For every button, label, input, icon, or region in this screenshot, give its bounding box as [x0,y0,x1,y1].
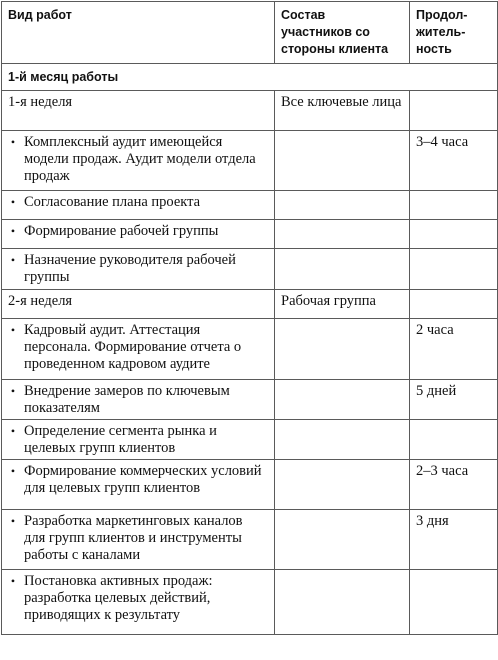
task-row [2,131,498,191]
bullet-icon: • [10,224,16,238]
participants-cell [275,220,410,249]
participants-cell [275,420,410,460]
section-row [2,64,498,91]
bullet-icon: • [10,574,16,588]
bullet-icon: • [10,514,16,528]
header-work-type: Вид работ [2,2,275,64]
task-cell [2,319,275,380]
task-row [2,570,498,635]
week-row [2,91,498,131]
bullet-icon: • [10,253,16,267]
week-row [2,290,498,319]
task-cell [2,570,275,635]
task-row [2,319,498,380]
section-title: 1-й месяц работы [2,64,498,91]
header-duration: Продол- житель- ность [410,2,498,64]
task-cell [2,460,275,510]
task-row [2,420,498,460]
header-row [2,2,498,64]
task-text: Разработка маркетинговых каналов для групп клиентов и инструменты работы с каналами [24,513,243,563]
table-body [2,91,498,635]
task-row [2,191,498,220]
task-text: Формирование рабочей группы [24,223,219,239]
header-participants: Состав участников со стороны клиента [275,2,410,64]
task-row [2,510,498,570]
week-label: 1-я неделя [2,91,275,131]
task-text: Назначение руководителя рабочей группы [24,252,236,285]
duration-cell [410,91,498,131]
participants-cell [275,460,410,510]
bullet-icon: • [10,195,16,209]
task-cell [2,249,275,290]
duration-cell [410,191,498,220]
duration-cell: 2 часа [410,319,498,380]
duration-cell: 5 дней [410,380,498,420]
duration-cell [410,420,498,460]
task-text: Кадровый аудит. Аттестация персонала. Формирование отчета о проведенном кадровом аудите [24,322,242,372]
participants-cell [275,191,410,220]
work-plan-table [1,1,498,635]
task-text: Комплексный аудит имеющейся модели продаж. Аудит модели отдела продаж [24,134,256,184]
task-text: Постановка активных продаж: разработка целевых действий, приводящих к результату [24,573,213,623]
week-label: 2-я неделя [2,290,275,319]
bullet-icon: • [10,424,16,438]
bullet-icon: • [10,135,16,149]
task-cell [2,220,275,249]
participants-cell [275,570,410,635]
task-text: Формирование коммерческих условий для целевых групп клиентов [24,463,262,496]
task-cell [2,380,275,420]
task-row [2,249,498,290]
task-text: Согласование плана проекта [24,194,201,210]
participants-cell [275,380,410,420]
duration-cell [410,220,498,249]
bullet-icon: • [10,464,16,478]
participants-cell: Рабочая группа [275,290,410,319]
task-text: Внедрение замеров по ключевым показателям [24,383,230,416]
task-text: Определение сегмента рынка и целевых групп клиентов [24,423,217,456]
duration-cell [410,249,498,290]
task-cell [2,131,275,191]
participants-cell [275,510,410,570]
task-row [2,220,498,249]
task-cell [2,191,275,220]
task-row [2,460,498,510]
bullet-icon: • [10,323,16,337]
duration-cell [410,570,498,635]
duration-cell: 3 дня [410,510,498,570]
bullet-icon: • [10,384,16,398]
participants-cell [275,249,410,290]
duration-cell: 3–4 часа [410,131,498,191]
duration-cell [410,290,498,319]
participants-cell: Все ключевые лица [275,91,410,131]
task-cell [2,420,275,460]
participants-cell [275,319,410,380]
participants-cell [275,131,410,191]
task-row [2,380,498,420]
task-cell [2,510,275,570]
duration-cell: 2–3 часа [410,460,498,510]
